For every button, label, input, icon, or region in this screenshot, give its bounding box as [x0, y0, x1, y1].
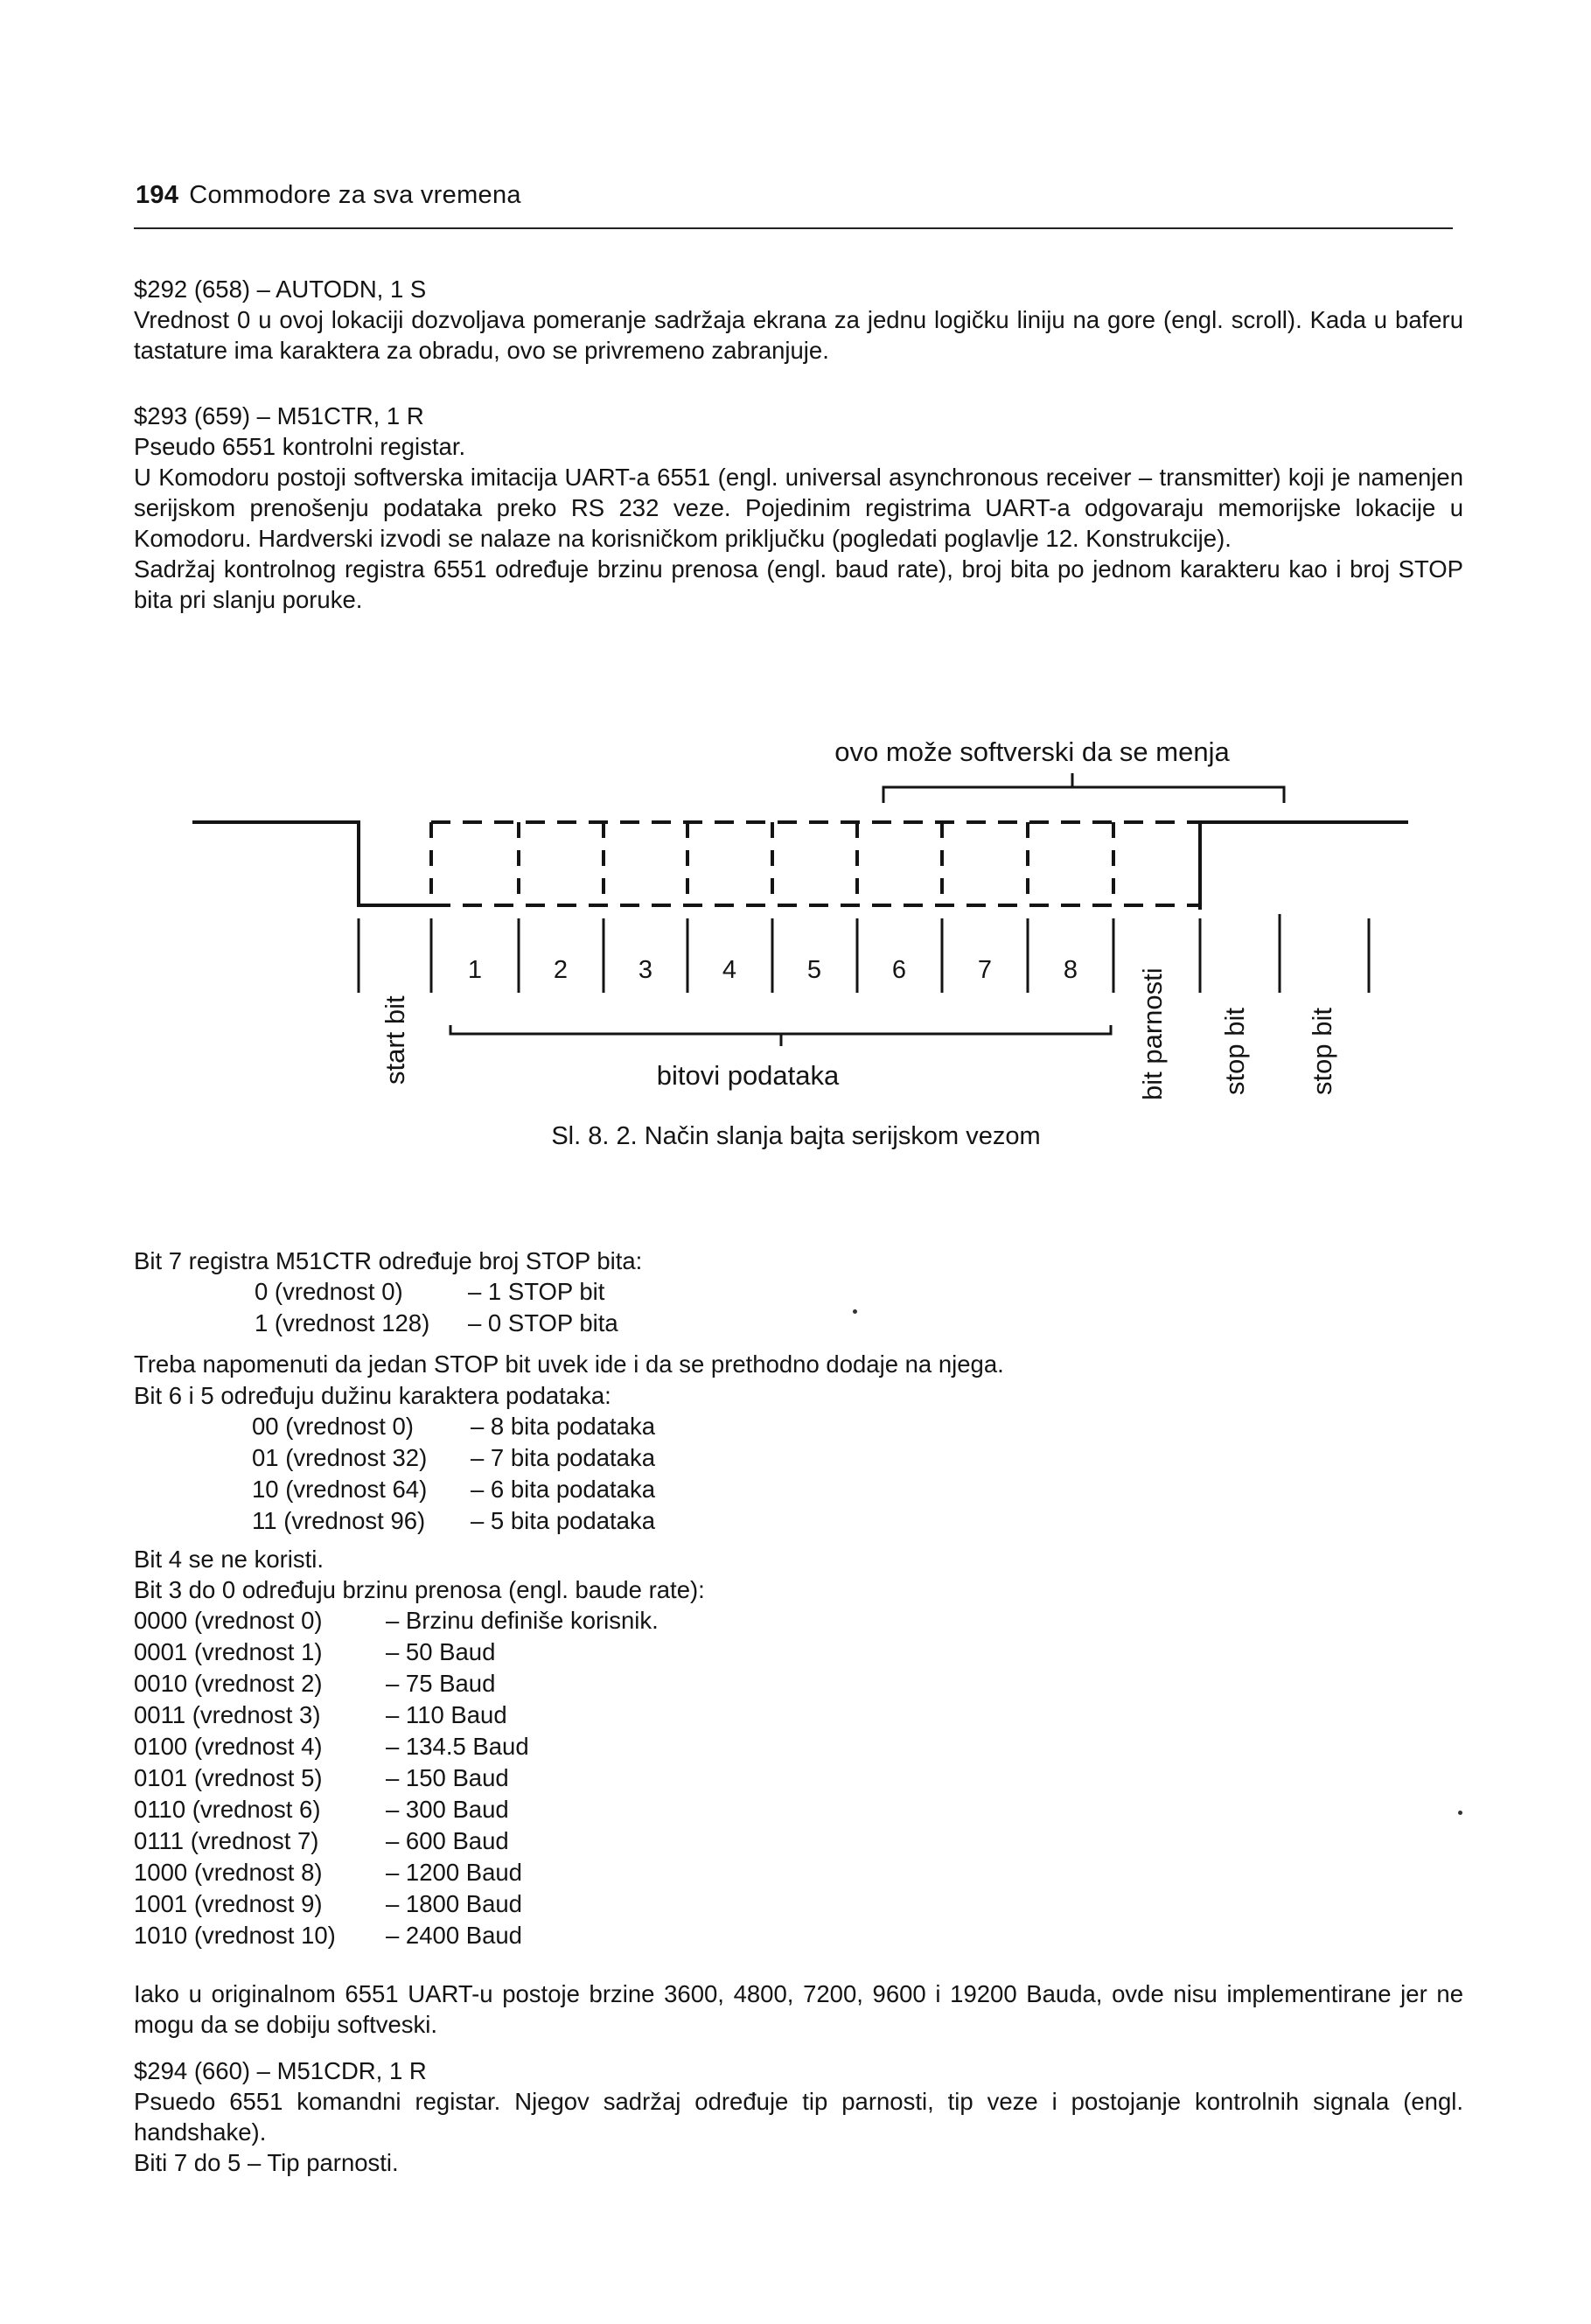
table-row: [134, 1668, 659, 1699]
table-cell-desc: – Brzinu definiše korisnik.: [386, 1607, 659, 1634]
table-row: [134, 1794, 659, 1825]
bit4-text: Bit 4 se ne koristi.: [134, 1546, 324, 1573]
table-row: [134, 1731, 659, 1762]
table-row: [252, 1505, 655, 1537]
table-cell-desc: – 150 Baud: [386, 1764, 509, 1791]
uart-speeds-paragraph: [134, 1979, 1463, 2040]
bit65-section: [134, 1380, 1463, 1537]
table-row: [252, 1474, 655, 1505]
header-rule: [134, 227, 1453, 229]
table-cell-desc: – 1 STOP bit: [468, 1278, 605, 1305]
table-cell-desc: – 600 Baud: [386, 1827, 509, 1854]
section-292-body: Vrednost 0 u ovoj lokaciji dozvoljava pomeranje sadržaja ekrana za jednu logičku liniju na gore (engl. scroll). Kada u baferu tastature ima karaktera za obradu, ovo se privremeno zabranjuje.: [134, 306, 1463, 364]
bit-transitions: [431, 822, 1113, 905]
parity-bit-label: bit parnosti: [1137, 967, 1168, 1100]
figure-caption: Sl. 8. 2. Način slanja bajta serijskom vezom: [551, 1122, 1041, 1150]
note-paragraph: [134, 1349, 1463, 1379]
page-header: [136, 181, 521, 210]
start-bit-label: start bit: [380, 995, 410, 1085]
table-cell-desc: – 8 bita podataka: [471, 1413, 656, 1440]
table-cell-desc: – 0 STOP bita: [468, 1309, 618, 1336]
table-cell-desc: – 2400 Baud: [386, 1922, 522, 1949]
table-cell-desc: – 75 Baud: [386, 1670, 496, 1697]
section-293-line1: Pseudo 6551 kontrolni registar.: [134, 433, 466, 460]
section-293-para2: Sadržaj kontrolnog registra 6551 određuje brzinu prenosa (engl. baud rate), broj bita po jednom karakteru kao i broj STOP bita pri slanju poruke.: [134, 555, 1463, 613]
table-row: [134, 1825, 659, 1857]
table-row: [134, 1605, 659, 1637]
section-294-body: Psuedo 6551 komandni registar. Njegov sadržaj određuje tip parnosti, tip veze i postojanje kontrolnih signala (engl. handshake).: [134, 2088, 1463, 2146]
table-row: [134, 1637, 659, 1668]
table-cell-code: 0001 (vrednost 1): [134, 1638, 323, 1665]
table-cell-code: 00 (vrednost 0): [252, 1413, 414, 1440]
print-speck: [853, 1309, 857, 1314]
bit-label-1: 1: [467, 956, 483, 984]
baud-rate-table: [134, 1605, 659, 1951]
print-speck: [1458, 1811, 1462, 1815]
table-cell-code: 0100 (vrednost 4): [134, 1733, 323, 1760]
table-row: [134, 1888, 659, 1920]
table-cell-desc: – 1200 Baud: [386, 1859, 522, 1886]
table-row: [134, 1699, 659, 1731]
table-cell-code: 11 (vrednost 96): [252, 1507, 426, 1534]
table-cell-code: 01 (vrednost 32): [252, 1444, 428, 1471]
data-bits-label: bitovi podataka: [656, 1060, 840, 1091]
stop-bit-label-2: stop bit: [1307, 1008, 1337, 1095]
bit-label-3: 3: [638, 956, 653, 984]
bit-label-7: 7: [977, 956, 993, 984]
stop-bit-label-1: stop bit: [1219, 1008, 1250, 1095]
table-row: [255, 1276, 618, 1308]
table-cell-code: 1010 (vrednost 10): [134, 1922, 336, 1949]
section-293: [134, 401, 1463, 615]
bit7-intro: Bit 7 registra M51CTR određuje broj STOP bita:: [134, 1247, 643, 1274]
page-number: 194: [136, 181, 179, 209]
table-cell-code: 0111 (vrednost 7): [134, 1827, 319, 1854]
table-cell-code: 0101 (vrednost 5): [134, 1764, 323, 1791]
table-cell-desc: – 7 bita podataka: [471, 1444, 656, 1471]
table-cell-desc: – 300 Baud: [386, 1796, 509, 1823]
modifiable-label: ovo može softverski da se menja: [834, 736, 1230, 767]
table-cell-code: 0011 (vrednost 3): [134, 1701, 321, 1728]
table-row: [252, 1442, 655, 1474]
table-row: [134, 1857, 659, 1888]
modifiable-bracket: [883, 773, 1284, 803]
table-row: [252, 1411, 655, 1442]
bit-label-2: 2: [553, 956, 569, 984]
table-row: [255, 1308, 618, 1339]
section-293-heading: $293 (659) – M51CTR, 1 R: [134, 402, 424, 429]
bit30-intro: Bit 3 do 0 određuju brzinu prenosa (engl. baude rate):: [134, 1576, 705, 1603]
stop-bit-note: Treba napomenuti da jedan STOP bit uvek ide i da se prethodno dodaje na njega.: [134, 1350, 1004, 1378]
section-292-heading: $292 (658) – AUTODN, 1 S: [134, 276, 427, 303]
table-cell-desc: – 110 Baud: [386, 1701, 507, 1728]
bit-boundaries: [359, 914, 1369, 993]
section-294-last: Biti 7 do 5 – Tip parnosti.: [134, 2149, 399, 2176]
table-row: [134, 1762, 659, 1794]
bit65-intro: Bit 6 i 5 određuju dužinu karaktera podataka:: [134, 1382, 611, 1409]
serial-timing-diagram: [0, 717, 1591, 1155]
table-cell-code: 0 (vrednost 0): [255, 1278, 403, 1305]
section-292: [134, 274, 1463, 366]
running-title: Commodore za sva vremena: [189, 181, 521, 209]
table-cell-code: 1 (vrednost 128): [255, 1309, 430, 1336]
table-cell-desc: – 6 bita podataka: [471, 1476, 656, 1503]
bit-label-8: 8: [1063, 956, 1078, 984]
bit4-bit30-section: [134, 1544, 1463, 1951]
bit-label-6: 6: [891, 956, 907, 984]
signal-stop-idle: [1200, 822, 1408, 910]
bit-label-4: 4: [722, 956, 737, 984]
bit7-section: [134, 1246, 1463, 1339]
table-cell-desc: – 50 Baud: [386, 1638, 496, 1665]
table-cell-code: 10 (vrednost 64): [252, 1476, 428, 1503]
table-cell-code: 0110 (vrednost 6): [134, 1796, 321, 1823]
section-294-heading: $294 (660) – M51CDR, 1 R: [134, 2057, 427, 2084]
stop-bits-table: [255, 1276, 618, 1339]
uart-speeds-text: Iako u originalnom 6551 UART-u postoje brzine 3600, 4800, 7200, 9600 i 19200 Bauda, ovde nisu implementirane jer ne mogu da se dobiju softveski.: [134, 1980, 1463, 2038]
table-cell-desc: – 1800 Baud: [386, 1890, 522, 1917]
table-cell-code: 0000 (vrednost 0): [134, 1607, 323, 1634]
char-length-table: [252, 1411, 655, 1537]
table-row: [134, 1920, 659, 1951]
section-294: [134, 2055, 1463, 2178]
section-293-para1: U Komodoru postoji softverska imitacija UART-a 6551 (engl. universal asynchronous receiver – transmitter) koji je namenjen serijskom prenošenju podataka preko RS 232 veze. Pojedinim registrima UART-a odgovaraju memorijske lokacije u Komodoru. Hardverski izvodi se nalaze na korisničkom priključku (pogledati poglavlje 12. Konstrukcije).: [134, 464, 1463, 552]
signal-idle-start: [192, 822, 431, 905]
table-cell-desc: – 5 bita podataka: [471, 1507, 656, 1534]
bit-label-5: 5: [806, 956, 822, 984]
table-cell-code: 0010 (vrednost 2): [134, 1670, 323, 1697]
table-cell-code: 1001 (vrednost 9): [134, 1890, 323, 1917]
table-cell-code: 1000 (vrednost 8): [134, 1859, 323, 1886]
data-bits-bracket: [450, 1025, 1111, 1046]
table-cell-desc: – 134.5 Baud: [386, 1733, 529, 1760]
